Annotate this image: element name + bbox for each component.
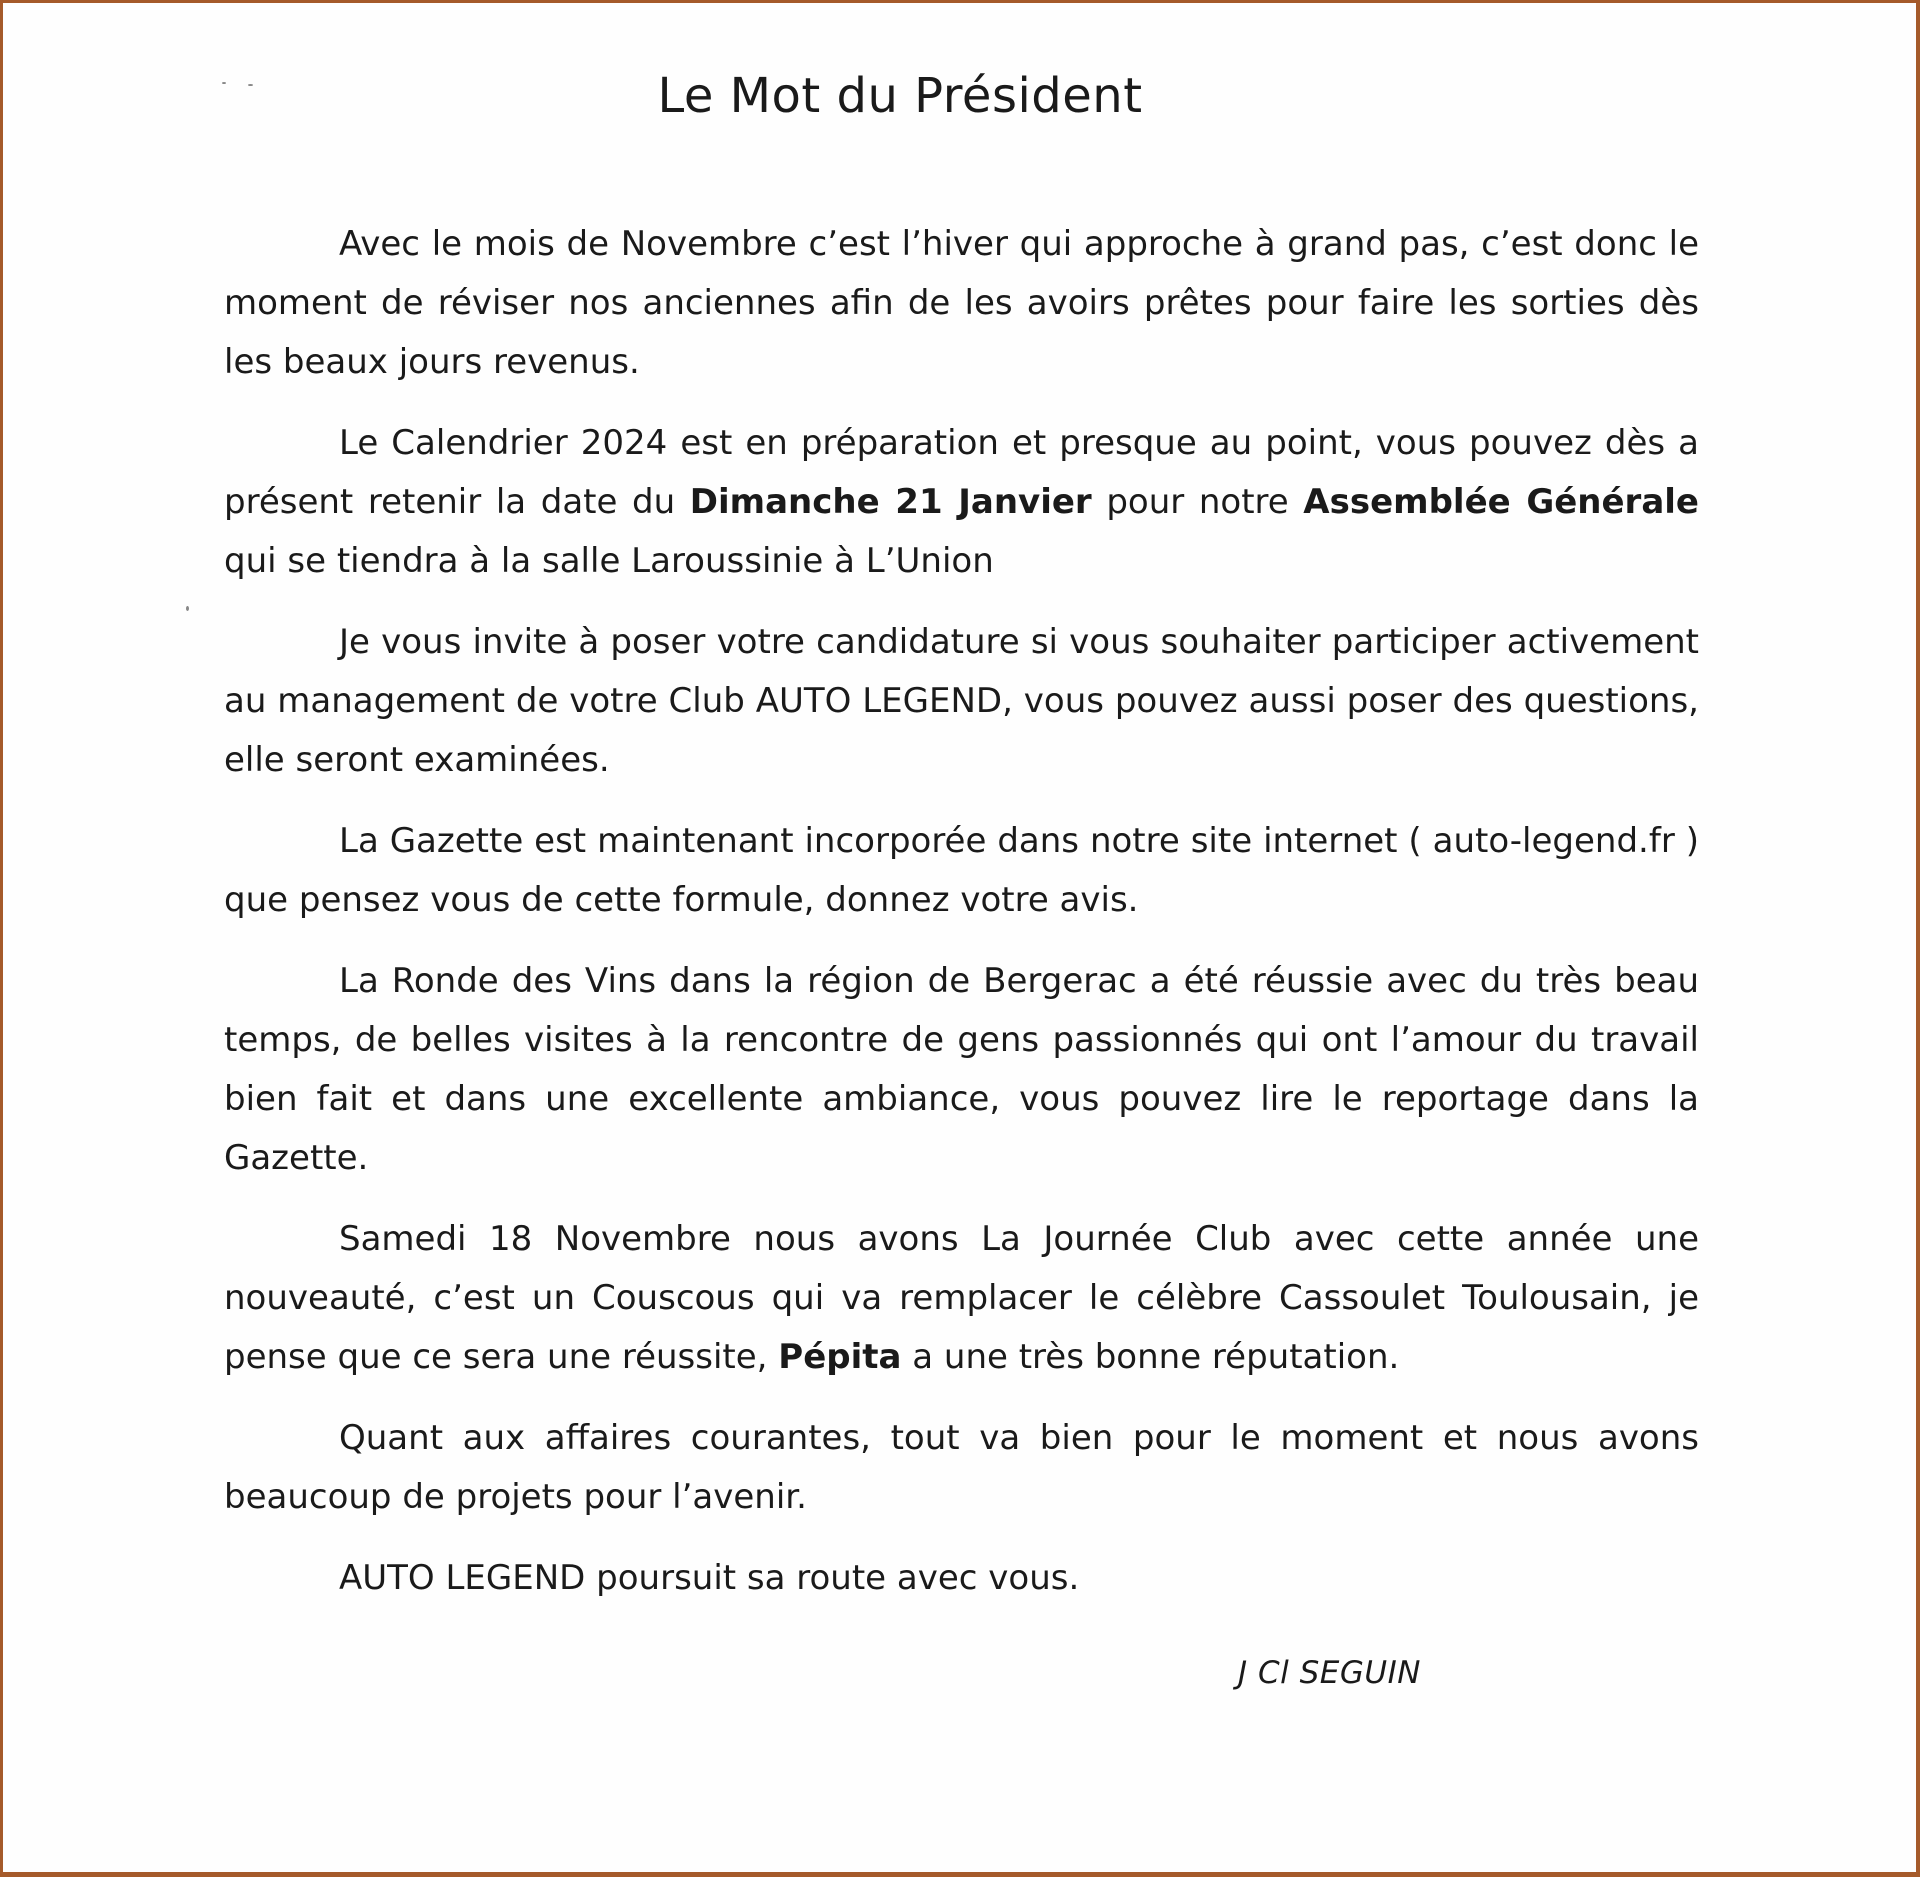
paragraph-text: Samedi 18 Novembre nous avons La Journée Club avec cette année une nouveauté, c’est un Couscous qui va remplacer le célèbre Cassoulet Toulousain, je pense que ce sera une réussite, (224, 1219, 1699, 1377)
paragraph-text: La Gazette est maintenant incorporée dans notre site internet ( auto-legend.fr ) que pensez vous de cette formule, donnez votre avis. (224, 821, 1699, 920)
date-highlight: Dimanche 21 Janvier (689, 482, 1092, 522)
paragraph-text: AUTO LEGEND poursuit sa route avec vous. (339, 1558, 1080, 1598)
paragraph-5 (224, 952, 1699, 1188)
paragraph-text: Je vous invite à poser votre candidature si vous souhaiter participer activement au management de votre Club AUTO LEGEND, vous pouvez aussi poser des questions, elle seront examinées. (224, 622, 1699, 780)
signature: J Cl SEGUIN (1238, 1655, 1421, 1691)
paragraph-3 (224, 613, 1699, 790)
paragraph-text: pour notre (1091, 482, 1304, 522)
scan-speck (186, 606, 189, 611)
paragraph-6 (224, 1210, 1699, 1387)
paragraph-text: qui se tiendra à la salle Laroussinie à L’Union (224, 541, 994, 581)
letter-body (224, 215, 1699, 1630)
page-title: Le Mot du Président (657, 68, 1143, 124)
paragraph-text: a une très bonne réputation. (901, 1337, 1400, 1377)
paragraph-text: Le Calendrier 2024 est en préparation et presque au point, vous pouvez dès a présent retenir la date du (224, 423, 1699, 522)
paragraph-text: Avec le mois de Novembre c’est l’hiver qui approche à grand pas, c’est donc le moment de réviser nos anciennes afin de les avoirs prêtes pour faire les sorties dès les beaux jours revenus. (224, 224, 1699, 382)
paragraph-4 (224, 812, 1699, 930)
paragraph-8 (224, 1549, 1699, 1608)
paragraph-2 (224, 414, 1699, 591)
paragraph-7 (224, 1409, 1699, 1527)
paragraph-1 (224, 215, 1699, 392)
name-highlight: Pépita (778, 1337, 902, 1377)
frame-edge (0, 0, 3, 1080)
paragraph-text: La Ronde des Vins dans la région de Bergerac a été réussie avec du très beau temps, de belles visites à la rencontre de gens passionnés qui ont l’amour du travail bien fait et dans une excellente ambiance, vous pouvez lire le reportage dans la Gazette. (224, 961, 1699, 1178)
event-highlight: Assemblée Générale (1303, 482, 1699, 522)
paragraph-text: Quant aux affaires courantes, tout va bien pour le moment et nous avons beaucoup de projets pour l’avenir. (224, 1418, 1699, 1517)
